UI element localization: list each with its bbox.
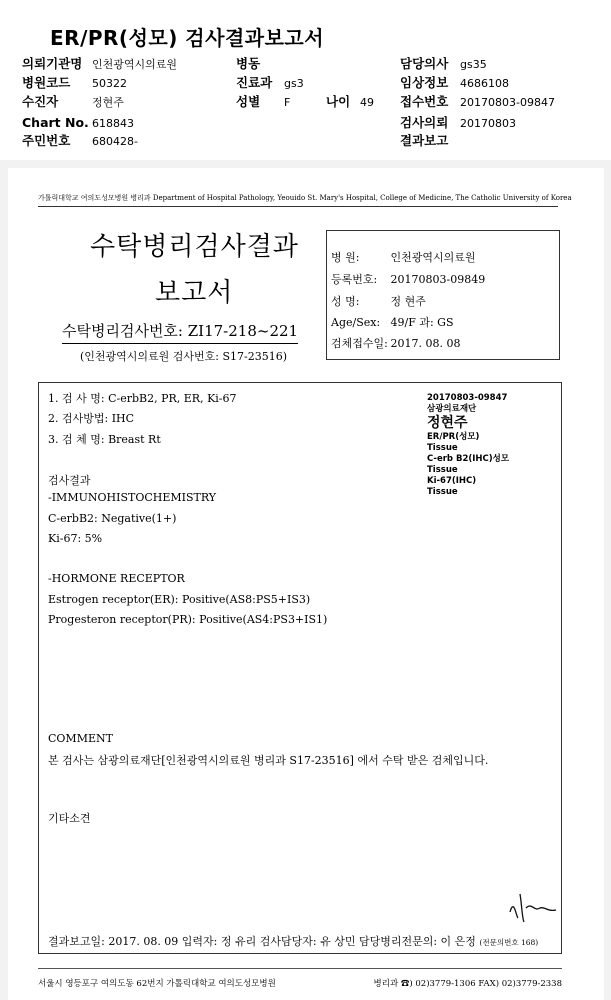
comment-text: 본 검사는 삼광의료재단[인천광역시의료원 병리과 S17-23516] 에서 수탁 받은 검체입니다. xyxy=(48,754,489,767)
ki67-result: Ki-67: 5% xyxy=(48,532,103,545)
header-field-chart-no: Chart No. 618843 xyxy=(22,115,134,130)
header-field-age: 나이 49 xyxy=(326,94,374,109)
patient-info-box xyxy=(326,230,560,360)
request-number-secondary: (인천광역시의료원 검사번호: S17-23516) xyxy=(80,350,288,363)
header-field-hospital-code: 병원코드 50322 xyxy=(22,75,127,90)
exam-item-specimen: 3. 검 체 명: Breast Rt xyxy=(48,433,161,446)
er-result: Estrogen receptor(ER): Positive(AS8:PS5+IS3) xyxy=(48,593,311,606)
header-field-doctor: 담당의사 gs35 xyxy=(400,56,487,71)
pr-result: Progesteron receptor(PR): Positive(AS4:PS3+IS1) xyxy=(48,613,328,626)
exam-item-method: 2. 검사방법: IHC xyxy=(48,412,135,425)
comment-heading: COMMENT xyxy=(48,732,113,745)
request-number: 수탁병리검사번호: ZI17-218~221 xyxy=(62,320,298,344)
header-field-department: 진료과 gs3 xyxy=(236,75,304,90)
patient-age-sex: Age/Sex: 49/F 과: GS xyxy=(331,316,454,329)
results-heading: 검사결과 xyxy=(48,474,91,487)
report-header xyxy=(0,0,611,160)
report-signoff-line: 결과보고일: 2017. 08. 09 입력자: 정 유리 검사담당자: 유 상민 담당병리전문의: 이 은정 (전문의번호 168) xyxy=(48,935,539,948)
patient-hospital: 병 원: 인천광역시의료원 xyxy=(331,251,476,264)
hormone-heading: -HORMONE RECEPTOR xyxy=(48,572,185,585)
patient-name: 성 명: 정 현주 xyxy=(331,295,426,308)
department-rule xyxy=(38,206,558,207)
patient-registration-no: 등록번호: 20170803-09849 xyxy=(331,273,486,286)
header-field-result-report: 결과보고 xyxy=(400,133,449,148)
document-title: ER/PR(성모) 검사결과보고서 xyxy=(50,26,325,50)
header-field-patient: 수진자 정현주 xyxy=(22,94,124,109)
header-field-resident-no: 주민번호 680428- xyxy=(22,133,138,148)
other-findings-heading: 기타소견 xyxy=(48,812,91,825)
department-line: 가톨릭대학교 여의도성모병원 병리과 Department of Hospital Pathology, Yeouido St. Mary's Hospital, College of Medicine, The Catholic University of Korea xyxy=(38,194,572,202)
header-field-ward: 병동 xyxy=(236,56,261,71)
header-field-clinical-info: 임상정보 4686108 xyxy=(400,75,509,90)
header-field-receipt-no: 접수번호 20170803-09847 xyxy=(400,94,555,109)
cerbb2-result: C-erbB2: Negative(1+) xyxy=(48,512,177,525)
exam-item-name: 1. 검 사 명: C-erbB2, PR, ER, Ki-67 xyxy=(48,392,237,405)
footer-contact: 병리과 ☎) 02)3779-1306 FAX) 02)3779-2338 xyxy=(373,979,562,989)
ihc-heading: -IMMUNOHISTOCHEMISTRY xyxy=(48,491,217,504)
header-field-institution: 의뢰기관명 인천광역시의료원 xyxy=(22,56,178,71)
footer-rule xyxy=(38,968,562,969)
specimen-label-sticker: 20170803-09847 삼광의료재단 정현주 ER/PR(성모) Tissue C-erb B2(IHC)성모 Tissue Ki-67(IHC) Tissue xyxy=(427,393,510,497)
header-field-request-date: 검사의뢰 20170803 xyxy=(400,115,516,130)
patient-specimen-date: 검체접수일: 2017. 08. 08 xyxy=(331,337,461,350)
header-field-sex: 성별 F xyxy=(236,94,291,109)
report-footer xyxy=(38,977,562,989)
pathologist-signature xyxy=(500,888,566,928)
footer-address: 서울시 영등포구 여의도동 62번지 가톨릭대학교 여의도성모병원 xyxy=(38,979,276,989)
report-title-line1: 수탁병리검사결과 xyxy=(90,232,299,262)
report-title-line2: 보고서 xyxy=(155,278,234,308)
